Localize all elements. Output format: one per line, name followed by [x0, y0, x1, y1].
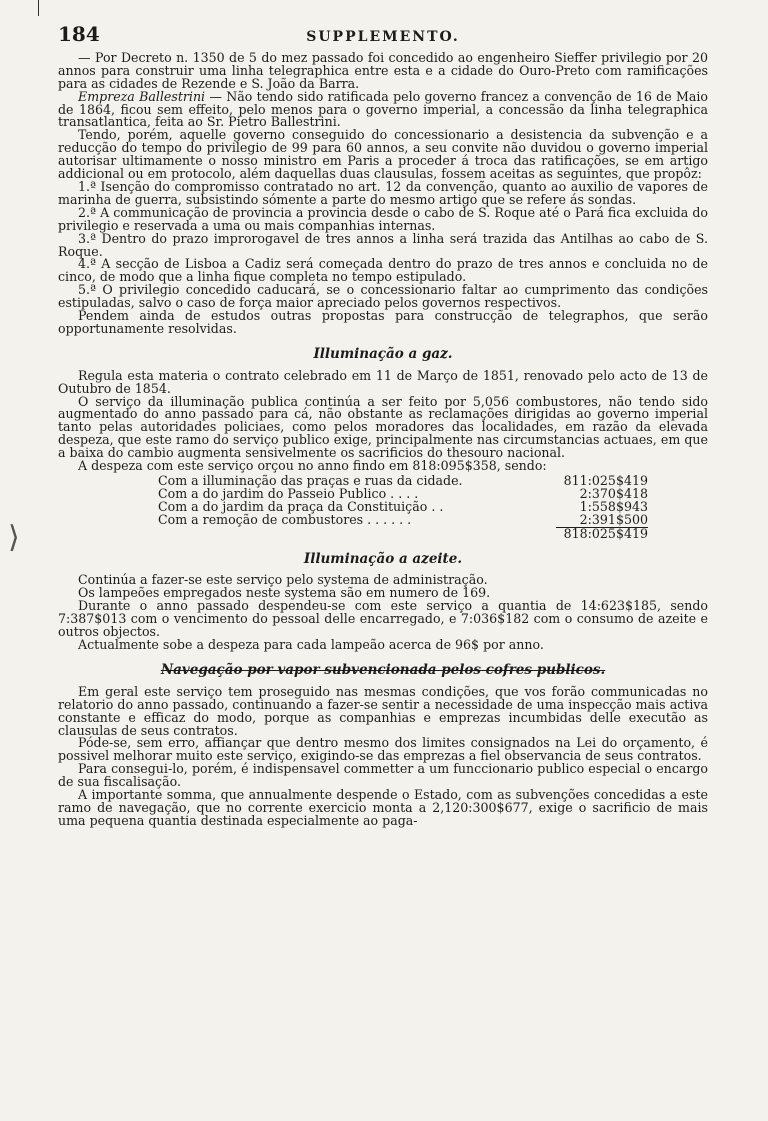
running-title: SUPPLEMENTO.	[306, 29, 460, 45]
navigation-paragraph: Em geral este serviço tem proseguido nas mesmas condições, que vos forão communicadas no relatorio do anno passado, continuando a fazer-se sentir a necessidade de uma inspecção mais activa constante e efficaz do modo, porque as companhias e emprezas incumbidas delle executão as clausulas de seus contratos.	[58, 683, 708, 738]
section-title-oil: Illuminação a azeite.	[303, 550, 463, 567]
document-page	[58, 22, 708, 828]
ledger-amount: 2:370$418	[579, 485, 648, 501]
gas-paragraph: O serviço da illuminação publica continúa a ser feito por 5,056 combustores, não tendo sido augmentado do anno passado para cá, não obstante as reclamações dirigidas ao governo imperial tanto pelas autoridades policiaes, como pelos moradores das localidades, em razão da elevada despeza, que este ramo do serviço publico exige, principalmente nas circumstancias actuaes, em que a baixa do cambio augmenta sensivelmente os sacrificios do thesouro nacional.	[58, 393, 708, 461]
oil-paragraph: Actualmente sobe a despeza para cada lampeão acerca de 96$ por anno.	[78, 636, 544, 652]
gas-paragraph: Regula esta materia o contrato celebrado em 11 de Março de 1851, renovado pelo acto de 13 de Outubro de 1854.	[58, 367, 708, 396]
oil-paragraph: Os lampeões empregados neste systema são em numero de 169.	[78, 585, 491, 601]
clause-3: 3.ª Dentro do prazo improrogavel de tres annos a linha será trazida das Antilhas ao cabo de S. Roque.	[58, 230, 708, 259]
page-header	[58, 22, 708, 46]
ledger-total: 818:025$419	[556, 527, 648, 541]
ledger-amount: 811:025$419	[563, 473, 648, 488]
paragraph-pending: Pendem ainda de estudos outras propostas para construcção de telegraphos, que serão opportunamente resolvidas.	[58, 308, 708, 336]
gas-expense-ledger	[158, 475, 648, 541]
margin-bracket-mark: ⟩	[8, 520, 20, 555]
ballestrini-text: Não tendo sido ratificada pelo governo francez a convenção de 16 de Maio de 1864, ficou sem effeito, pelo menos para o governo imperial, a concessão da linha telegraphica transatlantica, feita ao Sr. Pietro Ballestrini.	[58, 88, 708, 130]
ledger-amount: 2:391$500	[579, 511, 648, 527]
clause-1: 1.ª Isenção do compromisso contratado no art. 12 da convenção, quanto ao auxilio de vapores de marinha de guerra, subsistindo sómente a parte do mesmo artigo que se refere ás sondas.	[58, 178, 708, 207]
ledger-amount: 1:558$943	[579, 498, 648, 514]
paragraph-telegraph-decree: — Por Decreto n. 1350 de 5 do mez passado foi concedido ao engenheiro Sieffer privilegio por 20 annos para construir uma linha telegraphica entre esta e a cidade do Ouro-Preto com ramificações para as cidades de Rezende e S. João da Barra.	[58, 49, 708, 91]
ledger-label: Com a illuminação das praças e ruas da cidade.	[158, 473, 463, 488]
clause-5: 5.ª O privilegio concedido caducará, se o concessionario faltar ao cumprimento das condições estipuladas, salvo o caso de força maior apreciado pelos governos respectivos.	[58, 282, 708, 311]
ledger-total-row	[158, 527, 648, 541]
oil-paragraph: Durante o anno passado despendeu-se com este serviço a quantia de 14:623$185, sendo 7:387$013 com o vencimento do pessoal delle encarregado, e 7:036$182 com o consumo de azeite e outros objectos.	[58, 598, 708, 640]
clause-4: 4.ª A secção de Lisboa a Cadiz será começada dentro do prazo de tres annos e concluida no de cinco, de modo que a linha fique completa no tempo estipulado.	[58, 256, 708, 285]
gas-paragraph: A despeza com este serviço orçou no anno findo em 818:095$358, sendo:	[78, 458, 547, 474]
ledger-row	[158, 511, 648, 527]
ledger-label: Com a remoção de combustores . . . . . .	[158, 511, 412, 527]
paragraph-subvention: Tendo, porém, aquelle governo conseguido do concessionario a desistencia da subvenção e a reducção do tempo do privilegio de 99 para 60 annos, a seu convite não duvidou o governo imperial autorisar ultimamente o nosso ministro em Paris a proceder á troca das ratificações, se em artigo addicional ou em protocolo, além daquellas duas clausulas, fossem aceitas as seguintes, que propôz:	[58, 127, 708, 182]
page-number: 184	[58, 22, 100, 46]
ledger-label: Com a do jardim do Passeio Publico . . . .	[158, 485, 419, 501]
navigation-paragraph: Para consegui-lo, porém, é indispensavel commetter a um funccionario publico especial o encargo de sua fiscalisação.	[58, 761, 708, 790]
oil-paragraph: Continúa a fazer-se este serviço pelo systema de administração.	[78, 572, 488, 588]
section-title-gas: Illuminação a gaz.	[313, 345, 453, 362]
clause-2: 2.ª A communicação de provincia a provincia desde o cabo de S. Roque até o Pará fica excluida do privilegio e reservada a uma ou mais companhias internas.	[58, 204, 708, 233]
margin-tick	[38, 0, 39, 16]
paragraph-ballestrini	[58, 88, 708, 130]
navigation-paragraph: Póde-se, sem erro, affiançar que dentro mesmo dos limites consignados na Lei do orçamento, é possivel melhorar muito este serviço, exigindo-se das emprezas a fiel observancia de seus contratos.	[58, 735, 708, 764]
ballestrini-label: Empreza Ballestrini —	[78, 88, 222, 104]
section-title-navigation: Navegação por vapor subvencionada pelos cofres publicos.	[160, 661, 606, 678]
ledger-label: Com a do jardim da praça da Constituição . .	[158, 498, 444, 514]
navigation-paragraph: A importante somma, que annualmente despende o Estado, com as subvenções concedidas a este ramo de navegação, que no corrente exercicio monta a 2,120:300$677, exige o sacrificio de mais uma pequena quantia destinada especialmente ao paga-	[58, 787, 708, 828]
